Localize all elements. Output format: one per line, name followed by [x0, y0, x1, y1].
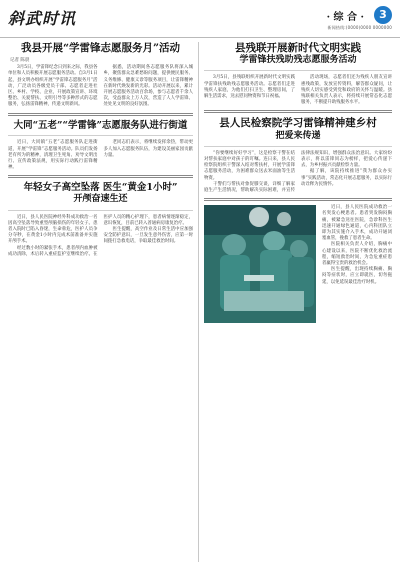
paragraph: 3月5日，学雷锋纪念日到来之际，我县各单位和人员积极开展志愿服务活动。自3月1日起，县文明办组织开展“学雷锋志愿服务月”活动，广泛动员各级党员干部、志愿者走进社区、乡村、学校、企业，开展政策宣讲、环境整治、关爱帮扶、文明引导等多种形式的志愿服务，弘扬雷锋精神，传递文明新风。 [8, 65, 98, 108]
section-divider [8, 113, 193, 116]
article-five-elders [8, 120, 193, 172]
article-body [8, 65, 193, 108]
divider [8, 135, 193, 136]
column-divider [198, 42, 199, 562]
article-headline: 县人民检察院学习雷锋精神建乡村 [219, 117, 377, 130]
section-divider [8, 175, 193, 178]
paragraph: 经过数小时的紧张手术，患者颅内血肿被成功清除，术后转入重症监护室继续治疗。在医护人员的精心护理下，患者病情逐渐稳定，意识恢复，目前已转入普通病房康复治疗。 [8, 214, 193, 257]
article-body [8, 215, 193, 258]
right-column [204, 42, 392, 562]
article-headline: 县残联开展新时代文明实践 [235, 42, 361, 54]
paragraph: 老同志们表示，将继续发挥余热，带动更多人加入志愿服务队伍，为建设美丽家园贡献力量。 [103, 140, 193, 158]
paragraph: 近日，县人民医院成功救治一名突发心梗患者。患者突发胸闷胸痛，被紧急送往医院，急诊科医生迅速开通绿色通道，心内科团队立即为其实施介入手术，成功开通闭塞血管，挽救了患者生命。 [322, 205, 392, 242]
paragraph: 医生提醒，出现持续胸痛、胸闷等症状时，应立即就医，切勿拖延，以免延误最佳治疗时机。 [322, 267, 392, 285]
article-headline: 年轻女子高空坠落 医生“黄金1小时” [23, 182, 178, 194]
paragraph: 活动现场，志愿者们还为残疾人朋友宣讲惠残政策，发放宣传资料，解答群众疑问，让残疾人切实感受到党和政府的关怀与温暖。县残联相关负责人表示，将持续开展常态化志愿服务，不断提升助残服务水平。 [301, 75, 392, 106]
paragraph: 医院相关负责人介绍，胸痛中心建设以来，医院不断优化救治流程，缩短救治时间，为急危重症患者赢得宝贵的救治机会。 [322, 242, 392, 267]
article-headline: 我县开展“学雷锋志愿服务月”活动 [20, 42, 181, 54]
paragraph: 据了解，该院持续推进“我为群众办实事”实践活动，常态化开展志愿服务，以实际行动诠释为民情怀。 [301, 169, 392, 187]
paragraph: 3月5日，县残联组织开展新时代文明实践学雷锋扶残助残志愿服务活动。志愿者们走进残疾人家庭，为他们打扫卫生、整理房间，了解生活需求，送去慰问物资和节日祝福。 [204, 75, 295, 99]
section-label: · 综 合 · [326, 12, 364, 23]
article-body [204, 151, 392, 194]
article-subheadline: 开颅奋速生还 [73, 194, 128, 205]
newspaper-logo [8, 6, 100, 32]
masthead-info: 新闻热线:(0000)0000 0000000 [327, 25, 392, 30]
article-byline: 记者 陈晨 [10, 58, 30, 64]
divider [204, 146, 392, 147]
article-fall-rescue [8, 182, 193, 258]
paragraph: “你要继续好好学习”，这是检察干警在结对帮扶家庭中对孩子的叮嘱。连日来，县人民检察院组织干警深入结对帮扶村，开展学雷锋志愿服务活动，为困难群众送去米面油等生活物资。 [204, 150, 295, 181]
surgery-photo [204, 205, 316, 323]
left-column [8, 42, 193, 562]
paragraph: 近日，大同镇“五老”志愿服务队走进街道，开展“学雷锋”志愿服务活动。队员们发扬老有所为的精神，清理卫生死角、劝导文明出行、宣传政策法规，用实际行动践行雷锋精神。 [8, 140, 98, 171]
divider [204, 70, 392, 71]
article-headline: 大同“五老”“学雷锋”志愿服务队进行街道 [13, 119, 188, 131]
article-volunteer-month [8, 42, 193, 109]
article-procuratorate [204, 117, 392, 194]
paragraph: 干警们与帮扶对象促膝交谈，详细了解家庭生产生活情况，帮助解决实际困难，并宣传法律法规知识，增强群众法治意识。大家纷纷表示，将以雷锋同志为榜样，把爱心传递下去，为乡村振兴贡献检察力量。 [204, 150, 392, 193]
section-divider [204, 198, 392, 201]
divider [8, 210, 193, 211]
article-body [8, 140, 193, 171]
logo-text: 斜武时讯 [8, 9, 77, 28]
masthead [0, 0, 400, 38]
paragraph: 据悉，活动期间各志愿服务队将深入城乡，聚焦群众急难愁盼问题，提供便民服务、义务维修、健康义诊等服务项目，让雷锋精神在新时代焕发新的光彩。活动开展以来，累计开展志愿服务活动百余场，参与志愿者千余人次，受益群众上万人次，营造了人人学雷锋、处处见文明的良好氛围。 [103, 65, 193, 108]
article-body [322, 205, 392, 286]
page-number-badge: 3 [374, 6, 392, 24]
paragraph: 医生提醒，高空作业及日常生活中应加强安全防护意识，一旦发生意外伤害，应第一时间拨打急救电话，争取最佳救治时间。 [103, 226, 193, 245]
masthead-right [252, 6, 392, 32]
article-disabled-federation [204, 42, 392, 106]
paragraph: 近日，县人民医院神经外科成功救治一名因高空坠落导致重型颅脑损伤的年轻女子。患者入院时已陷入昏迷，生命垂危，医护人员争分夺秒，在黄金1小时内完成术前准备并实施开颅手术。 [8, 214, 98, 245]
surgery-photo-image [204, 205, 316, 323]
article-subheadline: 把爱来传递 [275, 130, 321, 141]
article-hospital [204, 205, 392, 286]
article-subheadline: 学雷锋扶残助残志愿服务活动 [239, 55, 357, 66]
article-body [204, 75, 392, 106]
section-divider [204, 110, 392, 113]
